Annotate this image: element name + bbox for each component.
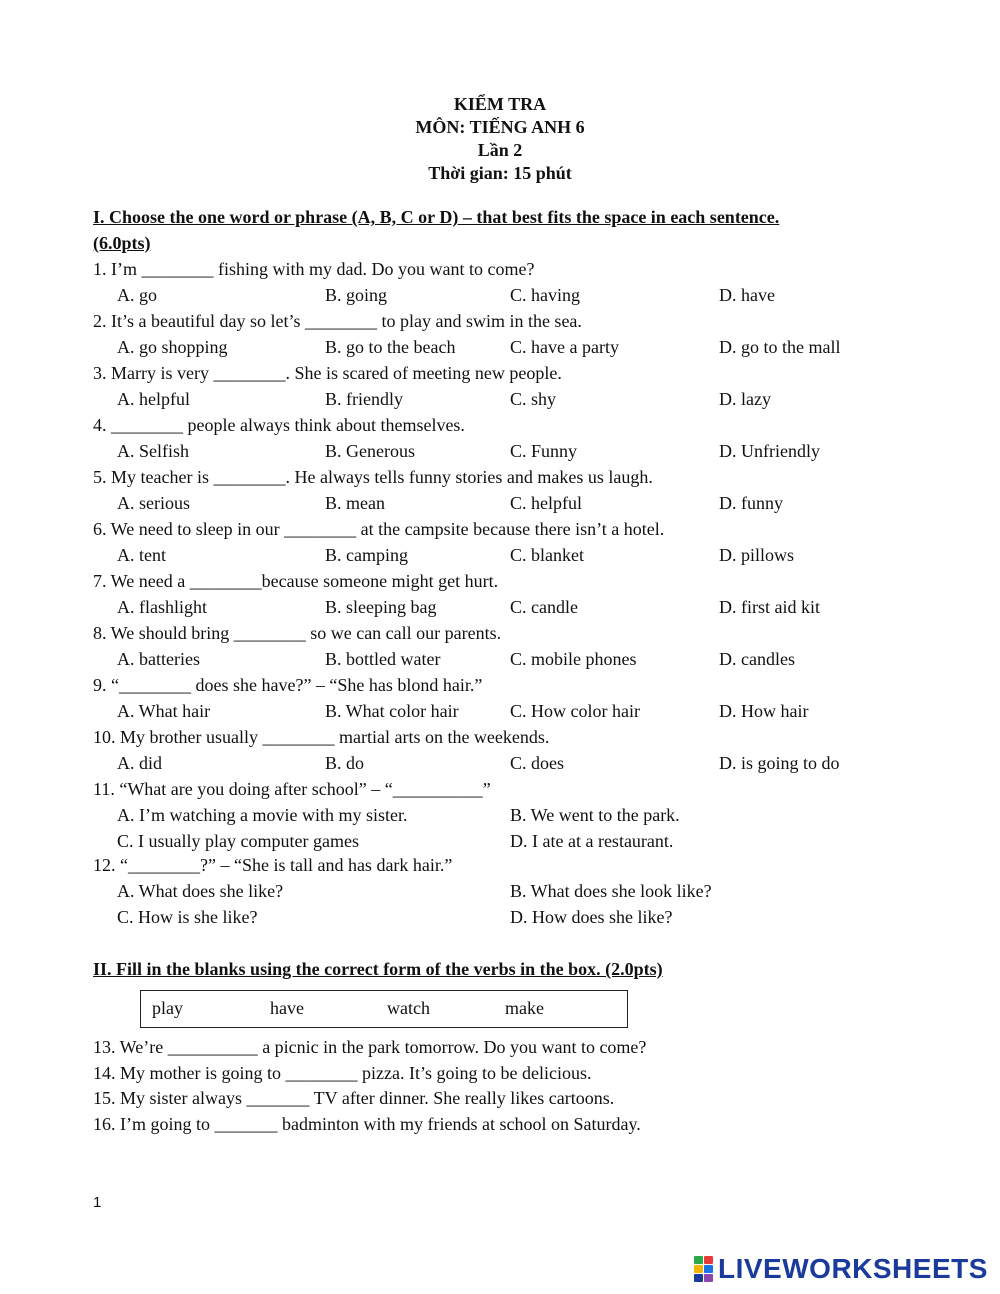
question-2-options (117, 334, 877, 360)
test-header (0, 93, 1000, 185)
option-b[interactable]: B. do (325, 753, 365, 773)
option-a[interactable]: A. go (117, 285, 157, 305)
header-time: Thời gian: 15 phút (428, 163, 572, 183)
option-a[interactable]: A. What does she like? (117, 881, 284, 901)
option-d[interactable]: D. is going to do (719, 753, 840, 773)
option-d[interactable]: D. pillows (719, 545, 795, 565)
question-15: 15. My sister always _______ TV after dinner. She really likes cartoons. (93, 1088, 615, 1108)
option-d[interactable]: D. go to the mall (719, 337, 841, 357)
option-d[interactable]: D. How hair (719, 701, 809, 721)
question-14: 14. My mother is going to ________ pizza. It’s going to be delicious. (93, 1063, 592, 1083)
option-a[interactable]: A. I’m watching a movie with my sister. (117, 805, 408, 825)
question-12: 12. “________?” – “She is tall and has dark hair.” (93, 855, 453, 875)
option-c[interactable]: C. does (510, 753, 564, 773)
question-9-options (117, 698, 877, 724)
verb-watch: watch (387, 998, 430, 1018)
question-1: 1. I’m ________ fishing with my dad. Do you want to come? (93, 259, 535, 279)
question-8: 8. We should bring ________ so we can call our parents. (93, 623, 502, 643)
option-c[interactable]: C. have a party (510, 337, 619, 357)
verb-box (140, 990, 628, 1028)
option-a[interactable]: A. What hair (117, 701, 211, 721)
question-8-options (117, 646, 877, 672)
question-7: 7. We need a ________because someone might get hurt. (93, 571, 499, 591)
section1-title: I. Choose the one word or phrase (A, B, C or D) – that best fits the space in each sentence. (93, 207, 780, 227)
option-c[interactable]: C. How color hair (510, 701, 640, 721)
option-a[interactable]: A. did (117, 753, 162, 773)
liveworksheets-logo (694, 1254, 988, 1284)
option-c[interactable]: C. having (510, 285, 580, 305)
verb-have: have (270, 998, 304, 1018)
option-d[interactable]: D. first aid kit (719, 597, 820, 617)
option-a[interactable]: A. serious (117, 493, 190, 513)
option-d[interactable]: D. candles (719, 649, 795, 669)
option-c[interactable]: C. helpful (510, 493, 582, 513)
question-3-options (117, 386, 877, 412)
option-c[interactable]: C. blanket (510, 545, 584, 565)
option-c[interactable]: C. How is she like? (117, 907, 258, 927)
question-11-options (117, 802, 877, 854)
option-b[interactable]: B. bottled water (325, 649, 441, 669)
option-b[interactable]: B. Generous (325, 441, 415, 461)
liveworksheets-icon (694, 1256, 714, 1282)
question-5-options (117, 490, 877, 516)
question-12-options (117, 878, 877, 930)
question-16: 16. I’m going to _______ badminton with my friends at school on Saturday. (93, 1114, 641, 1134)
option-a[interactable]: A. flashlight (117, 597, 207, 617)
question-7-options (117, 594, 877, 620)
header-attempt: Lần 2 (477, 140, 523, 160)
option-b[interactable]: B. We went to the park. (510, 805, 680, 825)
question-13: 13. We’re __________ a picnic in the park tomorrow. Do you want to come? (93, 1037, 647, 1057)
option-b[interactable]: B. sleeping bag (325, 597, 437, 617)
option-d[interactable]: D. I ate at a restaurant. (510, 831, 674, 851)
page-number: 1 (93, 1194, 102, 1211)
option-c[interactable]: C. mobile phones (510, 649, 637, 669)
header-subject: MÔN: TIẾNG ANH 6 (415, 117, 585, 137)
section2-title: II. Fill in the blanks using the correct form of the verbs in the box. (2.0pts) (93, 959, 663, 979)
question-4: 4. ________ people always think about themselves. (93, 415, 465, 435)
option-a[interactable]: A. Selfish (117, 441, 189, 461)
option-b[interactable]: B. What does she look like? (510, 881, 712, 901)
option-a[interactable]: A. go shopping (117, 337, 228, 357)
header-title: KIỂM TRA (453, 94, 547, 114)
question-5: 5. My teacher is ________. He always tells funny stories and makes us laugh. (93, 467, 653, 487)
option-d[interactable]: D. have (719, 285, 775, 305)
option-b[interactable]: B. mean (325, 493, 385, 513)
option-c[interactable]: C. shy (510, 389, 557, 409)
option-a[interactable]: A. tent (117, 545, 166, 565)
option-d[interactable]: D. funny (719, 493, 783, 513)
question-11: 11. “What are you doing after school” – “__________” (93, 779, 491, 799)
option-a[interactable]: A. batteries (117, 649, 200, 669)
option-b[interactable]: B. camping (325, 545, 408, 565)
question-1-options (117, 282, 877, 308)
option-d[interactable]: D. Unfriendly (719, 441, 820, 461)
option-c[interactable]: C. Funny (510, 441, 578, 461)
option-b[interactable]: B. going (325, 285, 388, 305)
question-6-options (117, 542, 877, 568)
option-c[interactable]: C. candle (510, 597, 578, 617)
verb-play: play (152, 998, 183, 1018)
section1-points: (6.0pts) (93, 233, 151, 253)
option-b[interactable]: B. What color hair (325, 701, 459, 721)
verb-make: make (505, 998, 544, 1018)
question-2: 2. It’s a beautiful day so let’s ________ to play and swim in the sea. (93, 311, 582, 331)
question-6: 6. We need to sleep in our ________ at the campsite because there isn’t a hotel. (93, 519, 665, 539)
option-d[interactable]: D. lazy (719, 389, 771, 409)
question-10-options (117, 750, 877, 776)
logo-text: LIVEWORKSHEETS (718, 1253, 988, 1284)
option-d[interactable]: D. How does she like? (510, 907, 673, 927)
option-c[interactable]: C. I usually play computer games (117, 831, 359, 851)
question-10: 10. My brother usually ________ martial arts on the weekends. (93, 727, 550, 747)
option-b[interactable]: B. friendly (325, 389, 403, 409)
question-4-options (117, 438, 877, 464)
question-3: 3. Marry is very ________. She is scared of meeting new people. (93, 363, 562, 383)
question-9: 9. “________ does she have?” – “She has blond hair.” (93, 675, 483, 695)
option-a[interactable]: A. helpful (117, 389, 190, 409)
option-b[interactable]: B. go to the beach (325, 337, 456, 357)
